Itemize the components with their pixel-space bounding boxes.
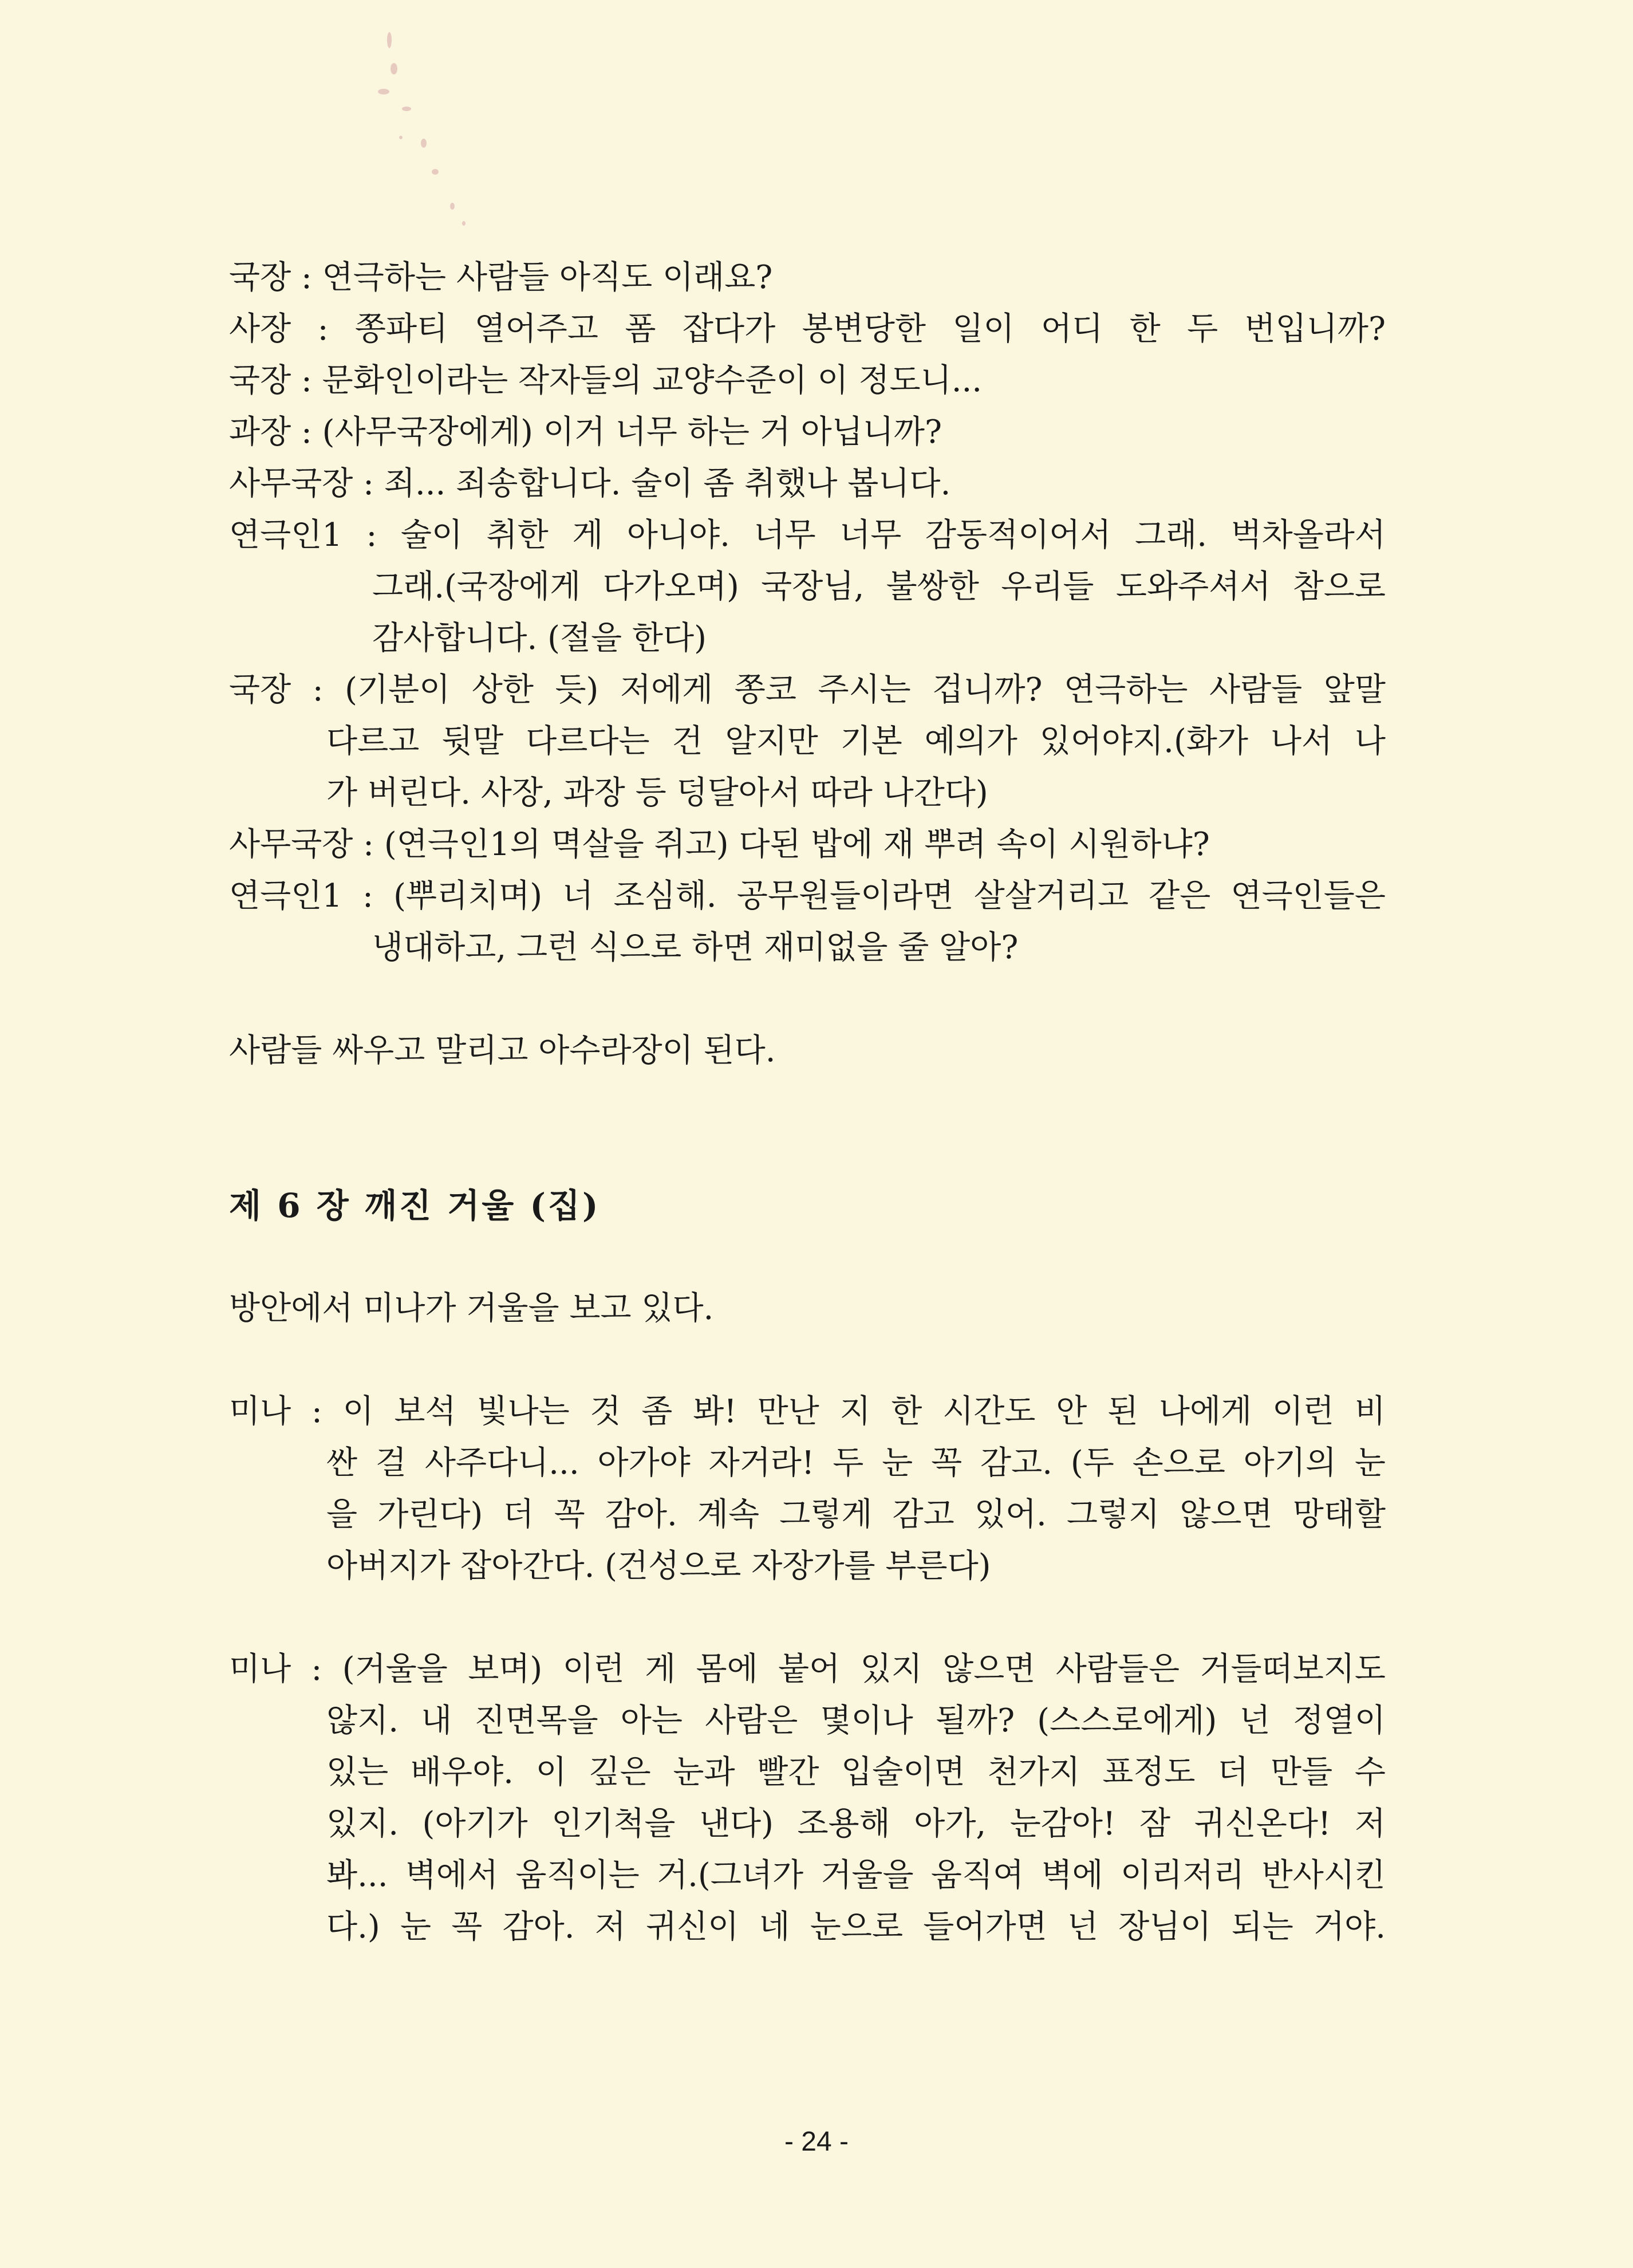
dialogue-line: 사무국장 : (연극인1의 멱살을 쥐고) 다된 밥에 재 뿌려 속이 시원하냐?	[229, 826, 1210, 863]
scene-heading: 제 6 장 깨진 거울 (집)	[229, 1186, 601, 1225]
dialogue-line: 사장 : 쫑파티 열어주고 폼 잡다가 봉변당한 일이 어디 한 두 번입니까?	[229, 310, 1386, 348]
dialogue-line: 사무국장 : 죄... 죄송합니다. 술이 좀 취했나 봅니다.	[229, 465, 951, 502]
dialogue-continuation: 다.) 눈 꼭 감아. 저 귀신이 네 눈으로 들어가면 넌 장님이 되는 거야.	[326, 1908, 1386, 1946]
dialogue-line: 연극인1 : 술이 취한 게 아니야. 너무 너무 감동적이어서 그래. 벅차올라서	[229, 517, 1386, 554]
dialogue-line: 국장 : (기분이 상한 듯) 저에게 쫑코 주시는 겁니까? 연극하는 사람들 앞말	[229, 671, 1386, 708]
spacer	[229, 1231, 1386, 1283]
spacer	[229, 974, 1386, 1025]
dialogue-continuation: 을 가린다) 더 꼭 감아. 계속 그렇게 감고 있어. 그렇지 않으면 망태할	[326, 1496, 1386, 1533]
spacer	[229, 1334, 1386, 1386]
stage-direction: 방안에서 미나가 거울을 보고 있다.	[229, 1290, 714, 1327]
dialogue-continuation: 아버지가 잡아간다. (건성으로 자장가를 부른다)	[326, 1548, 991, 1585]
dialogue-continuation: 가 버린다. 사장, 과장 등 덩달아서 따라 나간다)	[326, 774, 988, 812]
spacer	[229, 1077, 1386, 1180]
dialogue-line: 미나 : 이 보석 빛나는 것 좀 봐! 만난 지 한 시간도 안 된 나에게 이런 비	[229, 1393, 1386, 1430]
dialogue-continuation: 있는 배우야. 이 깊은 눈과 빨간 입술이면 천가지 표정도 더 만들 수	[326, 1754, 1386, 1791]
dialogue-continuation: 다르고 뒷말 다르다는 건 알지만 기본 예의가 있어야지.(화가 나서 나	[326, 723, 1386, 760]
dialogue-line: 미나 : (거울을 보며) 이런 게 몸에 붙어 있지 않으면 사람들은 거들떠보지도	[229, 1651, 1386, 1688]
dialogue-line: 국장 : 연극하는 사람들 아직도 이래요?	[229, 259, 773, 296]
dialogue-line: 과장 : (사무국장에게) 이거 너무 하는 거 아닙니까?	[229, 414, 942, 451]
dialogue-continuation: 있지. (아기가 인기척을 낸다) 조용해 아가, 눈감아! 잠 귀신온다! 저	[326, 1805, 1386, 1842]
spacer	[229, 1592, 1386, 1644]
dialogue-continuation: 봐... 벽에서 움직이는 거.(그녀가 거울을 움직여 벽에 이리저리 반사시킨	[326, 1857, 1386, 1894]
page-number: - 24 -	[784, 2127, 849, 2157]
dialogue-continuation: 않지. 내 진면목을 아는 사람은 몇이나 될까? (스스로에게) 넌 정열이	[326, 1702, 1386, 1739]
stage-direction: 사람들 싸우고 말리고 아수라장이 된다.	[229, 1032, 776, 1069]
dialogue-continuation: 냉대하고, 그런 식으로 하면 재미없을 줄 알아?	[372, 929, 1019, 966]
script-body	[229, 252, 1386, 1953]
dialogue-continuation: 감사합니다. (절을 한다)	[372, 620, 707, 657]
dialogue-continuation: 싼 걸 사주다니... 아가야 자거라! 두 눈 꼭 감고. (두 손으로 아기의 눈	[326, 1444, 1386, 1482]
dialogue-line: 연극인1 : (뿌리치며) 너 조심해. 공무원들이라면 살살거리고 같은 연극인들은	[229, 877, 1386, 915]
ink-smudge	[366, 23, 527, 252]
dialogue-line: 국장 : 문화인이라는 작자들의 교양수준이 이 정도니...	[229, 362, 983, 399]
dialogue-continuation: 그래.(국장에게 다가오며) 국장님, 불쌍한 우리들 도와주셔서 참으로	[372, 568, 1386, 605]
